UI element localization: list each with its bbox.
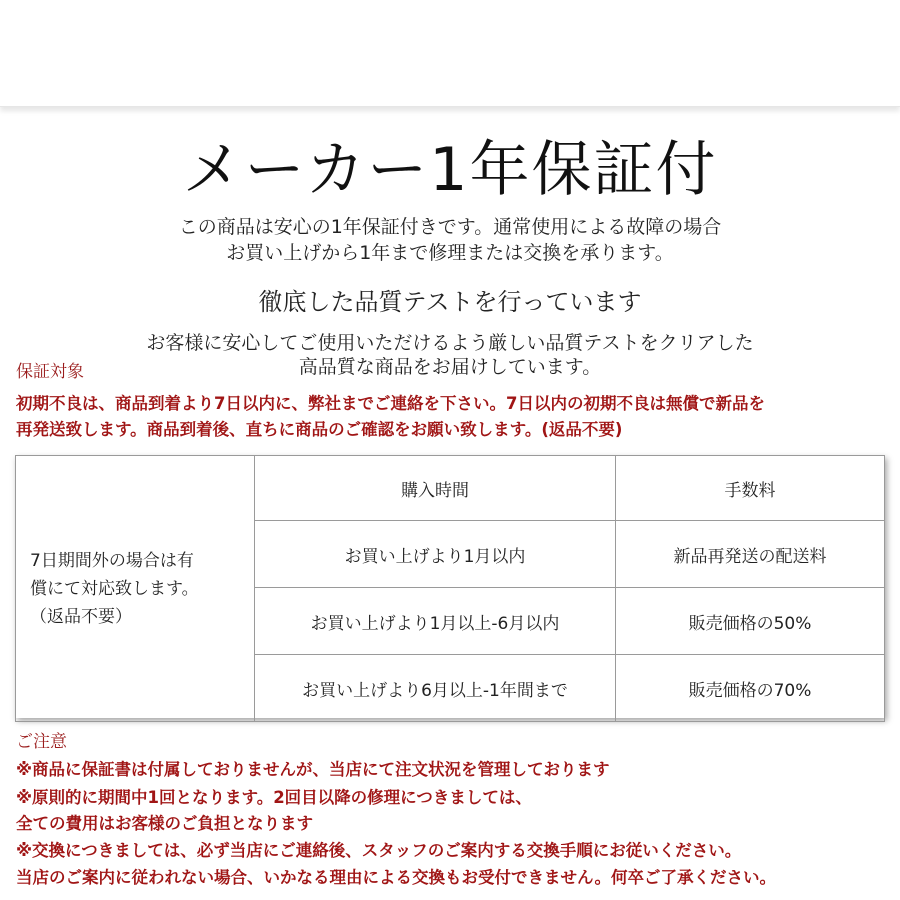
warranty-line-1: 初期不良は、商品到着より7日以内に、弊社までご連絡を下さい。7日以内の初期不良は無償で新品を — [16, 394, 765, 413]
page-headline: メーカー1年保証付 — [182, 135, 718, 205]
header-purchase-time: 購入時間 — [255, 456, 616, 521]
notes-title: ご注意 — [16, 732, 67, 752]
purchase-time-cell: お買い上げより6月以上-1年間まで — [255, 655, 616, 722]
fee-cell: 新品再発送の配送料 — [616, 521, 885, 588]
fee-cell: 販売価格の70% — [616, 655, 885, 722]
out-of-period-line-3: （返品不要） — [30, 606, 132, 627]
quality-line-1: お客様に安心してご使用いただけるよう厳しい品質テストをクリアした — [146, 332, 754, 354]
quality-line-2: 高品質な商品をお届けしています。 — [298, 356, 602, 378]
intro-line-1: この商品は安心の1年保証付きです。通常使用による故障の場合 — [178, 216, 722, 238]
note-item: ※交換につきましては、必ず当店にご連絡後、スタッフのご案内する交換手順にお従いください。 — [16, 841, 742, 860]
purchase-time-cell: お買い上げより1月以上-6月以内 — [255, 588, 616, 655]
note-item: ※原則的に期間中1回となります。2回目以降の修理につきましては、 — [16, 788, 532, 807]
intro-line-2: お買い上げから1年まで修理または交換を承ります。 — [226, 242, 674, 264]
out-of-period-line-1: 7日期間外の場合は有 — [30, 550, 194, 571]
warranty-line-2: 再発送致します。商品到着後、直ちに商品のご確認をお願い致します。(返品不要) — [16, 420, 623, 439]
top-banner-band — [0, 0, 900, 107]
purchase-time-cell: お買い上げより1月以内 — [255, 521, 616, 588]
header-fee: 手数料 — [616, 456, 885, 521]
fee-cell: 販売価格の50% — [616, 588, 885, 655]
warranty-fee-table — [15, 455, 885, 718]
out-of-period-note — [16, 456, 255, 722]
quality-title: 徹底した品質テストを行っています — [258, 288, 642, 316]
table-header-row — [16, 456, 885, 521]
note-item: 全ての費用はお客様のご負担となります — [16, 814, 313, 833]
note-item: ※商品に保証書は付属しておりませんが、当店にて注文状況を管理しております — [16, 760, 610, 779]
out-of-period-line-2: 償にて対応致します。 — [30, 578, 199, 599]
warranty-label: 保証対象 — [16, 362, 84, 382]
note-item: 当店のご案内に従われない場合、いかなる理由による交換もお受付できません。何卒ご了承ください。 — [16, 868, 776, 887]
